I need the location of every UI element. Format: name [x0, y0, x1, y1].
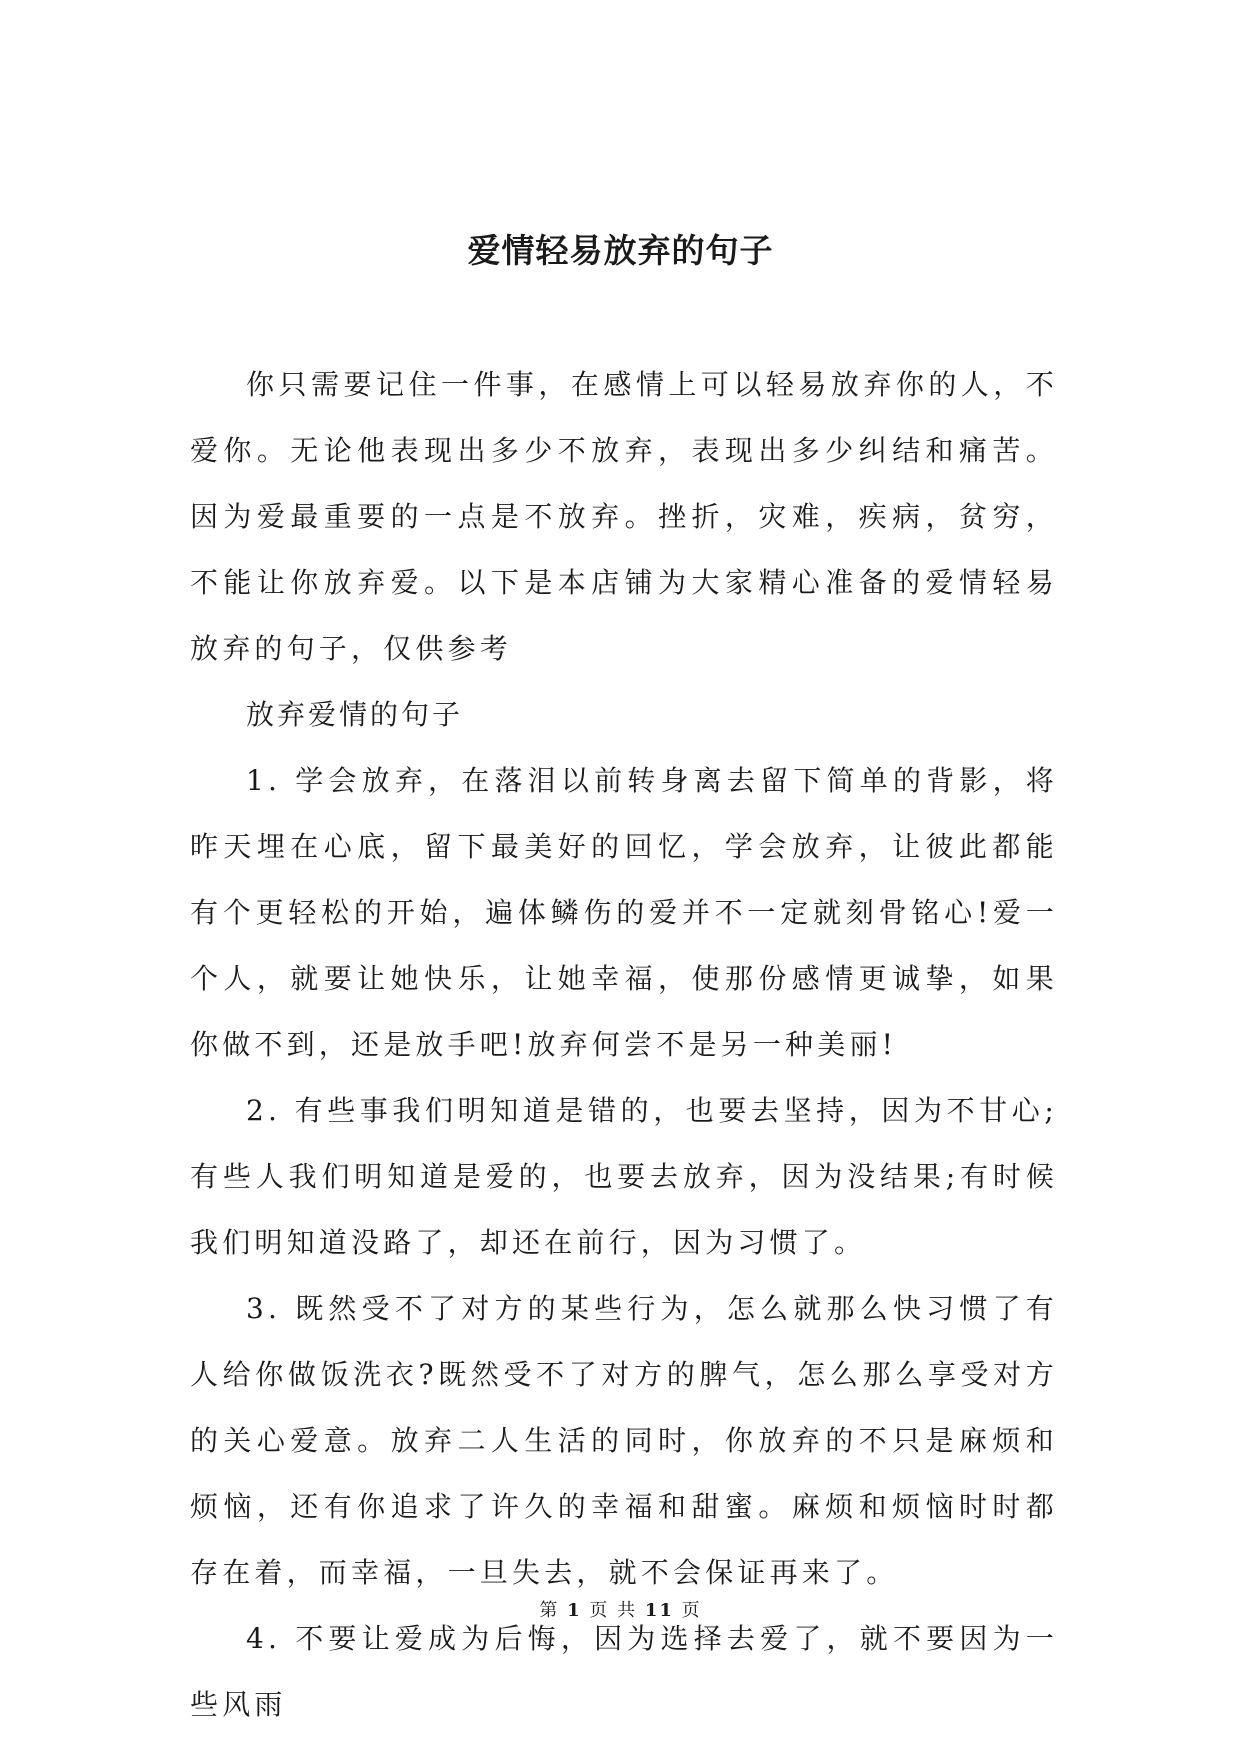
total-pages-number: 11 [644, 1600, 674, 1621]
footer-prefix: 第 [539, 1600, 560, 1621]
list-item: 4. 不要让爱成为后悔，因为选择去爱了，就不要因为一些风雨 [190, 1622, 1058, 1721]
current-page-number: 1 [567, 1600, 582, 1621]
intro-paragraph: 你只需要记住一件事，在感情上可以轻易放弃你的人，不爱你。无论他表现出多少不放弃，表现出多少纠结和痛苦。因为爱最重要的一点是不放弃。挫折，灾难，疾病，贫穷，不能让你放弃爱。以下是本店铺为大家精心准备的爱情轻易放弃的句子，仅供参考 [190, 368, 1058, 665]
list-item: 3. 既然受不了对方的某些行为，怎么就那么快习惯了有人给你做饭洗衣?既然受不了对方的脾气，怎么那么享受对方的关心爱意。放弃二人生活的同时，你放弃的不只是麻烦和烦恼，还有你追求了许久的幸福和甜蜜。麻烦和烦恼时时都存在着，而幸福，一旦失去，就不会保证再来了。 [190, 1292, 1058, 1589]
page-title: 爱情轻易放弃的句子 [467, 231, 774, 270]
page-footer [0, 1596, 1241, 1622]
section-heading: 放弃爱情的句子 [246, 698, 464, 731]
list-item: 1. 学会放弃，在落泪以前转身离去留下简单的背影，将昨天埋在心底，留下最美好的回忆，学会放弃，让彼此都能有个更轻松的开始，遍体鳞伤的爱并不一定就刻骨铭心!爱一个人，就要让她快乐，让她幸福，使那份感情更诚挚，如果你做不到，还是放手吧!放弃何尝不是另一种美丽! [190, 764, 1058, 1061]
document-body [190, 352, 1058, 1738]
footer-suffix: 页 [681, 1600, 702, 1621]
footer-middle: 页 共 [589, 1600, 638, 1621]
list-item: 2. 有些事我们明知道是错的，也要去坚持，因为不甘心;有些人我们明知道是爱的，也要去放弃，因为没结果;有时候我们明知道没路了，却还在前行，因为习惯了。 [190, 1094, 1058, 1259]
